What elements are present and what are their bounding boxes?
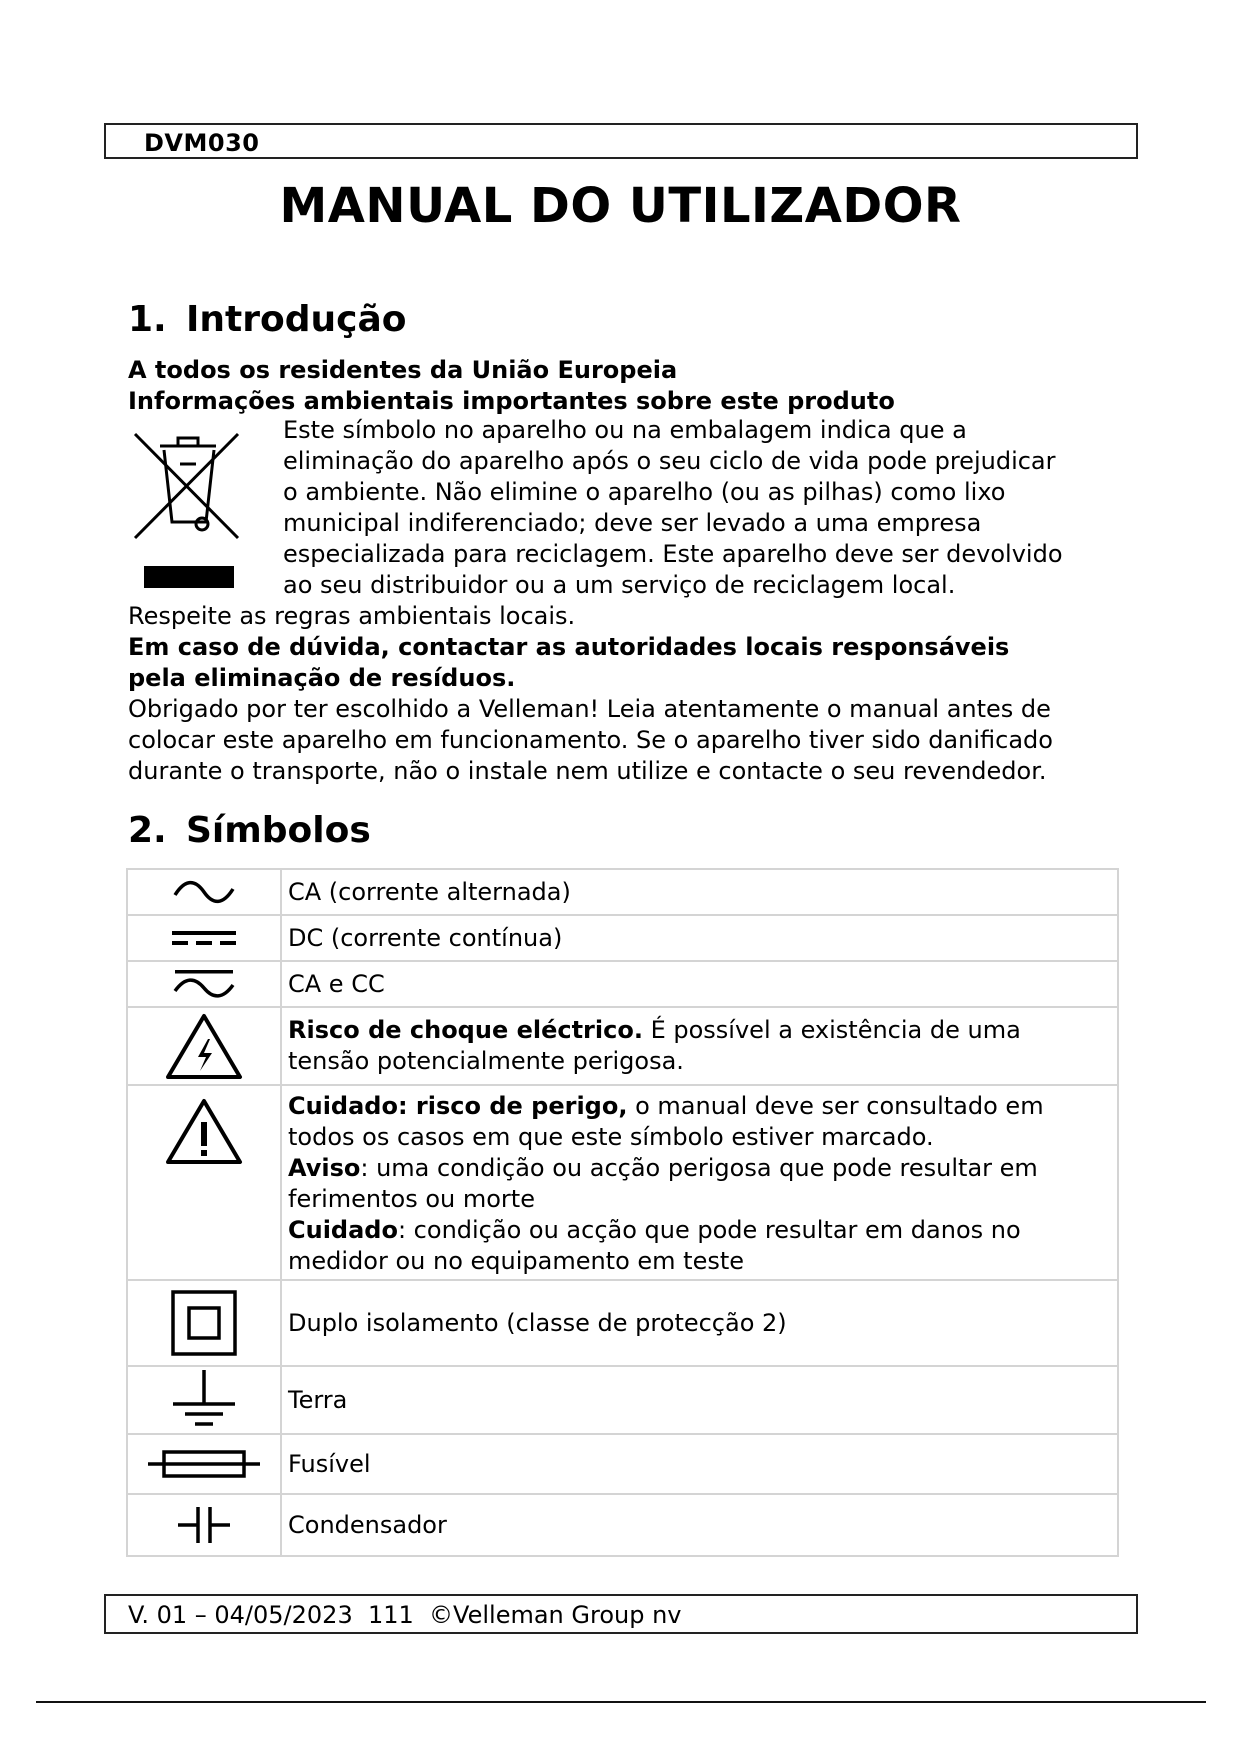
weee-bin-icon bbox=[130, 426, 250, 591]
bottom-rule bbox=[36, 1701, 1206, 1703]
symbol-cell bbox=[127, 869, 281, 915]
thanks-line: durante o transporte, não o instale nem utilize e contacte o seu revendedor. bbox=[128, 757, 1047, 785]
electric-shock-warning-icon bbox=[164, 1011, 244, 1081]
symbol-description: Condensador bbox=[281, 1494, 1118, 1556]
section-1-title: Introdução bbox=[186, 299, 407, 340]
thanks-line: Obrigado por ter escolhido a Velleman! Leia atentamente o manual antes de bbox=[128, 695, 1051, 723]
symbol-description: Duplo isolamento (classe de protecção 2) bbox=[281, 1280, 1118, 1366]
symbol-description: Terra bbox=[281, 1366, 1118, 1434]
weee-line: municipal indiferenciado; deve ser levado a uma empresa bbox=[283, 509, 982, 537]
weee-line: especializada para reciclagem. Este aparelho deve ser devolvido bbox=[283, 540, 1063, 568]
table-row bbox=[127, 1366, 1118, 1434]
table-row bbox=[127, 1434, 1118, 1494]
section-1-number: 1. bbox=[128, 299, 167, 340]
caution-bold: Cuidado: risco de perigo, bbox=[288, 1092, 628, 1120]
symbol-description: DC (corrente contínua) bbox=[281, 915, 1118, 961]
table-row bbox=[127, 915, 1118, 961]
caution-text: o manual deve ser consultado em bbox=[627, 1092, 1044, 1120]
weee-line: ao seu distribuidor ou a um serviço de reciclagem local. bbox=[283, 571, 956, 599]
footer-version-text: V. 01 – 04/05/2023 111 ©Velleman Group nv bbox=[128, 1601, 682, 1629]
weee-line: Este símbolo no aparelho ou na embalagem indica que a bbox=[283, 416, 967, 444]
double-insulation-icon bbox=[169, 1288, 239, 1358]
symbol-cell bbox=[127, 1494, 281, 1556]
thanks-line: colocar este aparelho em funcionamento. Se o aparelho tiver sido danificado bbox=[128, 726, 1053, 754]
symbol-description: CA e CC bbox=[281, 961, 1118, 1007]
section-2-number: 2. bbox=[128, 810, 167, 851]
symbol-cell bbox=[127, 961, 281, 1007]
symbol-description bbox=[281, 1085, 1118, 1280]
environment-info-line: Informações ambientais importantes sobre este produto bbox=[128, 387, 895, 415]
section-2-heading bbox=[128, 810, 371, 851]
symbol-cell bbox=[127, 1085, 281, 1280]
model-code: DVM030 bbox=[144, 129, 260, 157]
weee-line: o ambiente. Não elimine o aparelho (ou as pilhas) como lixo bbox=[283, 478, 1006, 506]
fuse-icon bbox=[146, 1447, 262, 1481]
section-2-title: Símbolos bbox=[186, 810, 371, 851]
footer-box bbox=[104, 1594, 1138, 1634]
ground-icon bbox=[169, 1368, 239, 1432]
symbol-description: CA (corrente alternada) bbox=[281, 869, 1118, 915]
table-row bbox=[127, 869, 1118, 915]
weee-line: eliminação do aparelho após o seu ciclo de vida pode prejudicar bbox=[283, 447, 1056, 475]
symbol-description bbox=[281, 1007, 1118, 1085]
cuidado-text: : condição ou acção que pode resultar em danos no bbox=[397, 1216, 1021, 1244]
doubt-line: Em caso de dúvida, contactar as autoridades locais responsáveis bbox=[128, 633, 1010, 661]
doubt-line: pela eliminação de resíduos. bbox=[128, 664, 516, 692]
aviso-text-2: ferimentos ou morte bbox=[288, 1185, 535, 1213]
table-row bbox=[127, 1007, 1118, 1085]
symbol-cell bbox=[127, 1280, 281, 1366]
respect-line: Respeite as regras ambientais locais. bbox=[128, 602, 576, 630]
aviso-bold: Aviso bbox=[288, 1154, 361, 1182]
symbols-table bbox=[126, 868, 1119, 1557]
symbol-cell bbox=[127, 1007, 281, 1085]
symbol-description: Fusível bbox=[281, 1434, 1118, 1494]
table-row bbox=[127, 961, 1118, 1007]
eu-residents-line: A todos os residentes da União Europeia bbox=[128, 356, 678, 384]
cuidado-text-2: medidor ou no equipamento em teste bbox=[288, 1247, 745, 1275]
aviso-text: : uma condição ou acção perigosa que pode resultar em bbox=[360, 1154, 1038, 1182]
capacitor-icon bbox=[174, 1503, 234, 1547]
header-box bbox=[104, 123, 1138, 159]
symbol-cell bbox=[127, 915, 281, 961]
caution-warning-icon bbox=[164, 1096, 244, 1166]
ac-icon bbox=[169, 877, 239, 907]
ac-dc-icon bbox=[169, 967, 239, 1001]
table-row bbox=[127, 1494, 1118, 1556]
shock-warning-bold: Risco de choque eléctrico. bbox=[288, 1016, 643, 1044]
page-title: MANUAL DO UTILIZADOR bbox=[279, 178, 962, 234]
shock-warning-text-2: tensão potencialmente perigosa. bbox=[288, 1047, 684, 1075]
symbol-cell bbox=[127, 1434, 281, 1494]
symbol-cell bbox=[127, 1366, 281, 1434]
shock-warning-text: É possível a existência de uma bbox=[642, 1016, 1021, 1044]
table-row bbox=[127, 1280, 1118, 1366]
dc-icon bbox=[168, 925, 240, 951]
caution-text-2: todos os casos em que este símbolo estiver marcado. bbox=[288, 1123, 934, 1151]
section-1-heading bbox=[128, 299, 406, 340]
table-row bbox=[127, 1085, 1118, 1280]
cuidado-bold: Cuidado bbox=[288, 1216, 398, 1244]
